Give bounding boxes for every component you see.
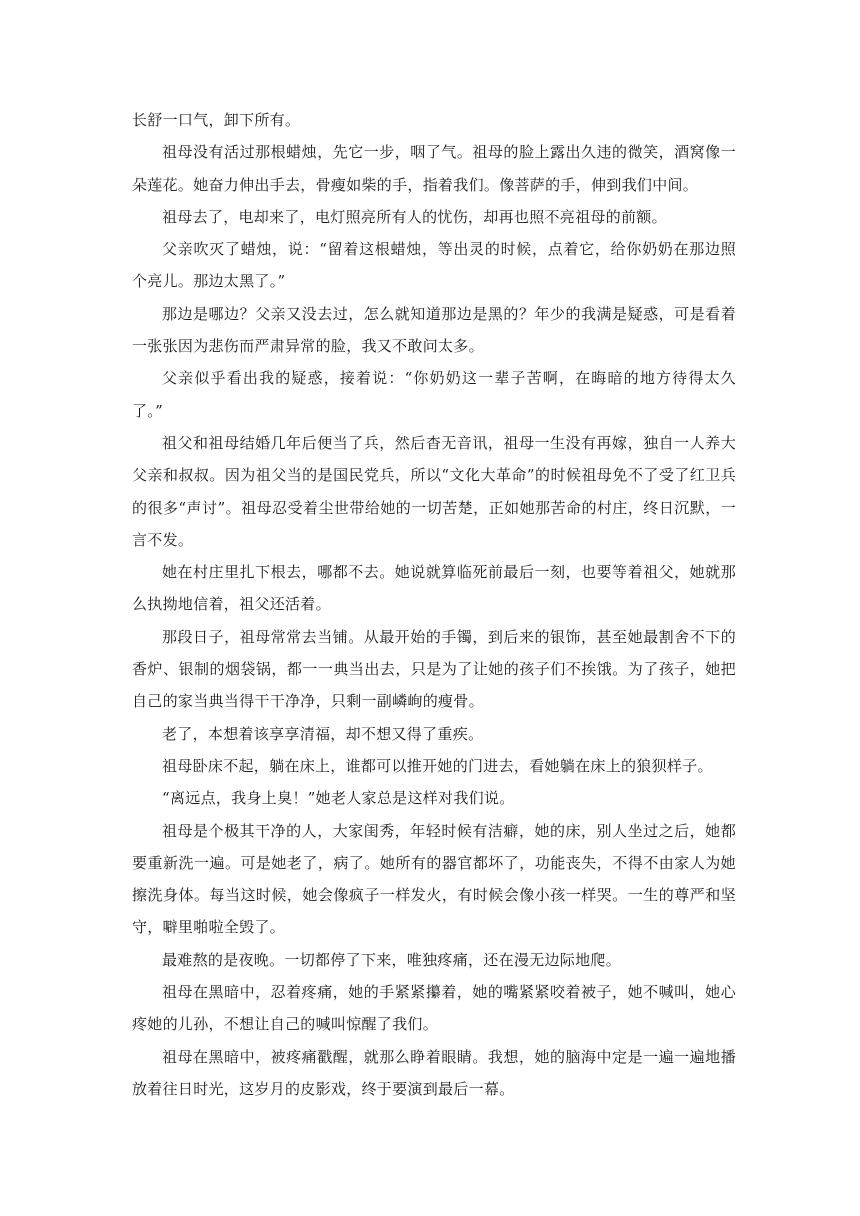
paragraph-3: 祖母去了，电却来了，电灯照亮所有人的忧伤，却再也照不亮祖母的前额。: [162, 207, 667, 226]
paragraph-15: 祖母在黑暗中，忍着疼痛，她的手紧紧攥着，她的嘴紧紧咬着被子，她不喊叫，她心疼她的儿孙，不想让自己的喊叫惊醒了我们。: [132, 983, 736, 1034]
paragraph-12: “离远点，我身上臭！”她老人家总是这样对我们说。: [162, 789, 515, 808]
document-page: [132, 104, 736, 1105]
paragraph-10: 老了，本想着该享享清福，却不想又得了重疾。: [162, 724, 484, 743]
paragraph-4: 父亲吹灭了蜡烛，说：“留着这根蜡烛，等出灵的时候，点着它，给你奶奶在那边照个亮儿。那边太黑了。”: [132, 240, 736, 291]
paragraph-16: 祖母在黑暗中，被疼痛戳醒，就那么睁着眼睛。我想，她的脑海中定是一遍一遍地播放着往日时光，这岁月的皮影戏，终于要演到最后一幕。: [132, 1047, 736, 1098]
paragraph-8: 她在村庄里扎下根去，哪都不去。她说就算临死前最后一刻，也要等着祖父，她就那么执拗地信着，祖父还活着。: [132, 563, 736, 614]
paragraph-14: 最难熬的是夜晚。一切都停了下来，唯独疼痛，还在漫无边际地爬。: [162, 950, 622, 969]
paragraph-11: 祖母卧床不起，躺在床上，谁都可以推开她的门进去，看她躺在床上的狼狈样子。: [162, 756, 713, 775]
paragraph-6: 父亲似乎看出我的疑惑，接着说：“你奶奶这一辈子苦啊，在晦暗的地方待得太久了。”: [132, 369, 736, 420]
paragraph-13: 祖母是个极其干净的人，大家闺秀，年轻时候有洁癖，她的床，别人坐过之后，她都要重新洗一遍。可是她老了，病了。她所有的器官都坏了，功能丧失，不得不由家人为她擦洗身体。每当这时候，她会像疯子一样发火，有时候会像小孩一样哭。一生的尊严和坚守，噼里啪啦全毁了。: [132, 821, 736, 937]
paragraph-2: 祖母没有活过那根蜡烛，先它一步，咽了气。祖母的脸上露出久违的微笑，酒窝像一朵莲花。她奋力伸出手去，骨瘦如柴的手，指着我们。像菩萨的手，伸到我们中间。: [132, 143, 736, 194]
paragraph-5: 那边是哪边？父亲又没去过，怎么就知道那边是黑的？年少的我满是疑惑，可是看着一张张因为悲伤而严肃异常的脸，我又不敢问太多。: [132, 304, 736, 356]
paragraph-7: 祖父和祖母结婚几年后便当了兵，然后杳无音讯，祖母一生没有再嫁，独自一人养大父亲和叔叔。因为祖父当的是国民党兵，所以“文化大革命”的时候祖母免不了受了红卫兵的很多“声讨”。祖母忍受着尘世带给她的一切苦楚，正如她那苦命的村庄，终日沉默，一言不发。: [132, 433, 736, 549]
paragraph-1: 长舒一口气，卸下所有。: [132, 111, 301, 129]
paragraph-9: 那段日子，祖母常常去当铺。从最开始的手镯，到后来的银饰，甚至她最割舍不下的香炉、银制的烟袋锅，都一一典当出去，只是为了让她的孩子们不挨饿。为了孩子，她把自己的家当典当得干干净净，只剩一副嶙峋的瘦骨。: [132, 627, 736, 711]
